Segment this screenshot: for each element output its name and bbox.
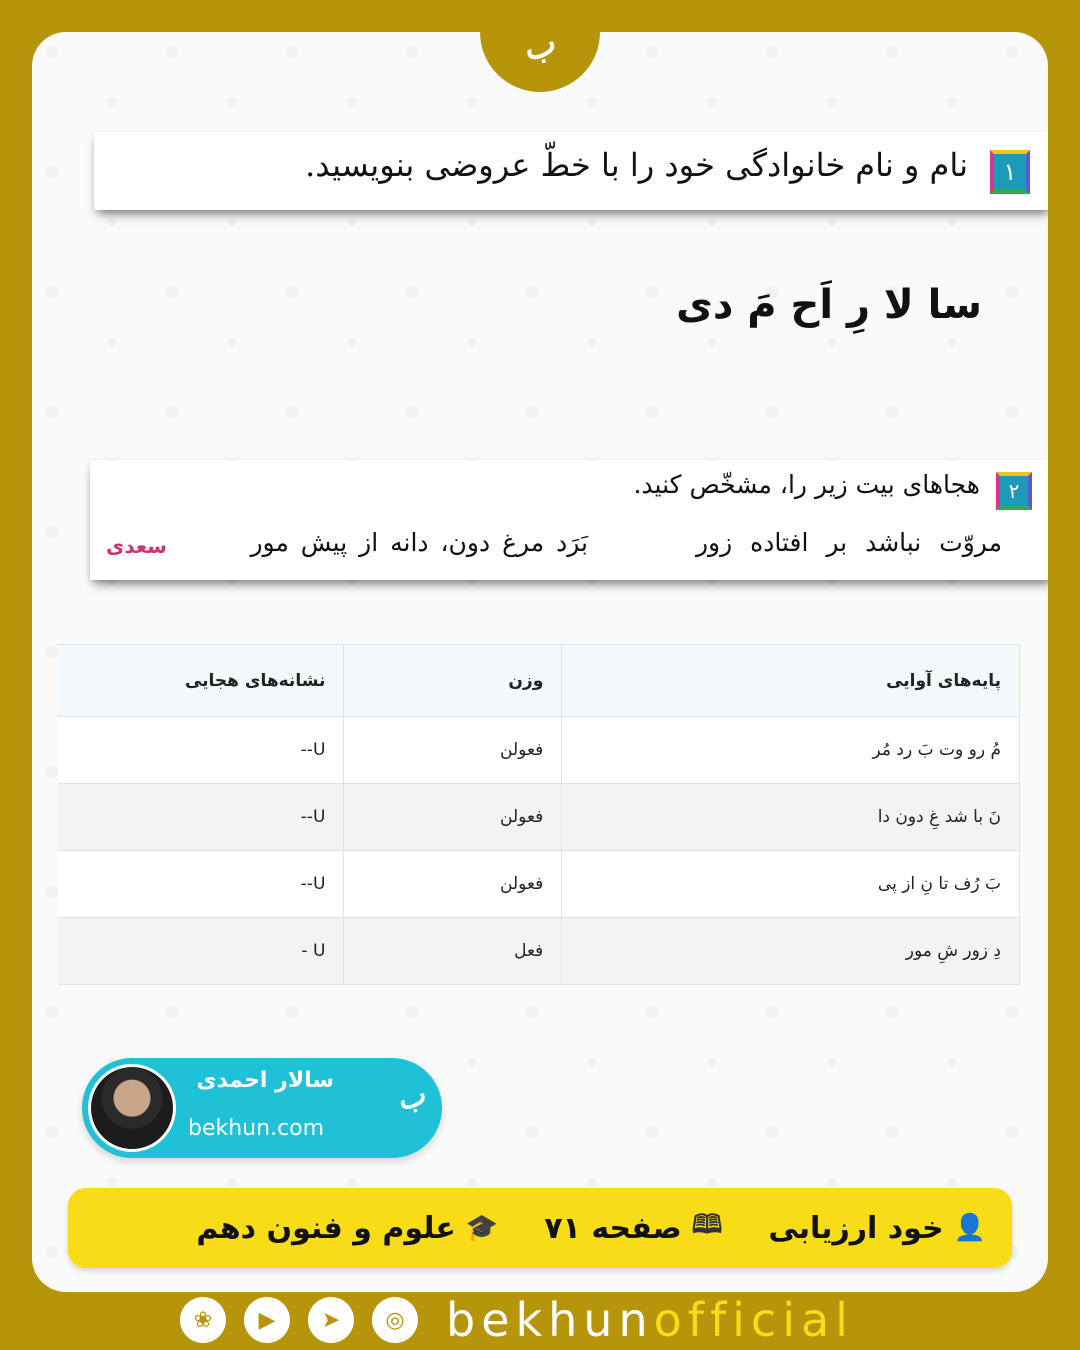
info-banner: [68, 1188, 1012, 1268]
bekhun-logo-icon: ب: [393, 1076, 431, 1119]
question-2-box: [90, 460, 1048, 580]
table-row: [58, 918, 1020, 985]
verse-second-half: بَرَد مرغ دون، دانه از پیش مور: [250, 528, 588, 557]
question-2-text: هجاهای بیت زیر را، مشخّص کنید.: [633, 470, 980, 499]
author-avatar: [88, 1064, 176, 1152]
poet-name: سعدی: [106, 534, 167, 558]
author-badge[interactable]: [82, 1058, 442, 1158]
bekhun-logo-icon: ب: [518, 22, 562, 70]
cell-meter: فعولن: [344, 851, 562, 918]
header-meter: وزن: [344, 645, 562, 717]
instagram-icon[interactable]: ◎: [372, 1297, 418, 1343]
table-row: [58, 851, 1020, 918]
cell-feet: مُ رو وت بَ رد مُر: [562, 717, 1020, 784]
banner-self-assessment: 👤 خود ارزیابی: [768, 1210, 986, 1246]
banner-subject: 🎓 علوم و فنون دهم: [196, 1210, 499, 1246]
cell-feet: دِ زور شِ مور: [562, 918, 1020, 985]
footer: [180, 1294, 854, 1346]
cell-meter: فعولن: [344, 717, 562, 784]
verse-first-half: مروّت نباشد بر افتاده زور: [695, 528, 1002, 557]
table-row: [58, 784, 1020, 851]
header-phonetic-feet: پایه‌های آوایی: [562, 645, 1020, 717]
author-name: سالار احمدی: [196, 1068, 334, 1093]
cell-marks: U--: [58, 851, 344, 918]
graduation-cap-icon: 🎓: [465, 1213, 499, 1243]
syllable-table: [58, 644, 1020, 985]
youtube-icon[interactable]: ▶: [244, 1297, 290, 1343]
content-card: [32, 32, 1048, 1292]
cell-marks: U--: [58, 784, 344, 851]
question-1-number: ۱: [990, 150, 1030, 194]
telegram-icon[interactable]: ➤: [308, 1297, 354, 1343]
answer-1-text: سا لا رِ اَح مَ دی: [676, 282, 982, 328]
cell-meter: فعولن: [344, 784, 562, 851]
cell-feet: نَ با شد غِ دون دا: [562, 784, 1020, 851]
cell-marks: U -: [58, 918, 344, 985]
banner-page: 🕮 صفحه ۷۱: [544, 1206, 722, 1250]
question-1-text: نام و نام خانوادگی خود را با خطّ عروضی بنویسید.: [305, 146, 968, 184]
book-icon: 🕮: [691, 1210, 723, 1240]
cell-marks: U--: [58, 717, 344, 784]
question-2-number: ۲: [996, 472, 1032, 510]
table-row: [58, 717, 1020, 784]
author-website[interactable]: bekhun.com: [188, 1116, 325, 1141]
brand-handle: bekhunofficial: [446, 1293, 854, 1347]
question-1-box: [94, 132, 1048, 210]
cell-feet: بَ رُف تا نِ از پی: [562, 851, 1020, 918]
aparat-icon[interactable]: ❀: [180, 1297, 226, 1343]
table-header-row: [58, 645, 1020, 717]
header-syllable-marks: نشانه‌های هجایی: [58, 645, 344, 717]
cell-meter: فعل: [344, 918, 562, 985]
student-icon: 👤: [953, 1213, 986, 1243]
